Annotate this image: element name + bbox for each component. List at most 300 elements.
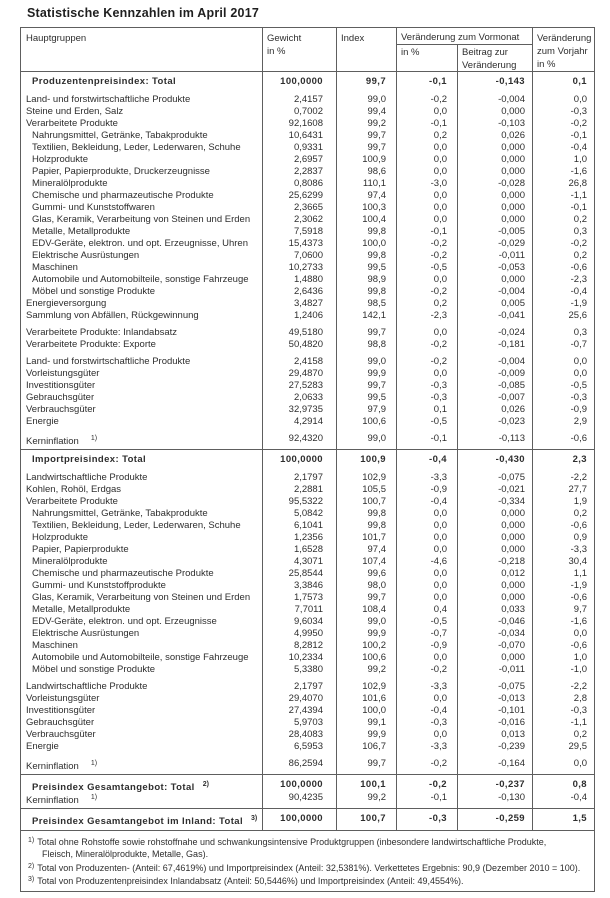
cell-vormonat-beitrag: -0,130: [498, 792, 525, 803]
cell-index: 100,4: [362, 214, 386, 225]
table-row: [21, 544, 594, 556]
cell-vorjahr: -0,4: [570, 792, 587, 803]
row-label: Landwirtschaftliche Produkte: [26, 472, 148, 483]
row-label: Kohlen, Rohöl, Erdgas: [26, 484, 122, 495]
cell-vormonat-beitrag: -0,143: [495, 76, 525, 87]
cell-vorjahr: 0,0: [573, 628, 587, 639]
table-section-preisindex-gesamtangebot: [21, 774, 594, 808]
row-label: Metalle, Metallprodukte: [32, 604, 131, 615]
cell-vorjahr: -0,2: [570, 238, 587, 249]
cell-vorjahr: 27,7: [568, 484, 587, 495]
cell-vormonat-beitrag: 0,000: [501, 142, 525, 153]
cell-index: 100,7: [360, 813, 386, 824]
cell-vormonat-pct: -0,2: [430, 758, 447, 769]
table-row: [21, 664, 594, 676]
cell-gewicht: 2,1797: [293, 472, 323, 483]
row-label: Elektrische Ausrüstungen: [32, 628, 140, 639]
cell-vorjahr: 0,8: [572, 779, 587, 790]
table-row: [21, 520, 594, 532]
table-row: [21, 298, 594, 310]
cell-vormonat-beitrag: 0,000: [501, 274, 525, 285]
cell-gewicht: 28,4083: [288, 729, 323, 740]
cell-vormonat-pct: -0,2: [430, 356, 447, 367]
cell-gewicht: 10,6431: [288, 130, 323, 141]
cell-vormonat-pct: -2,3: [430, 310, 447, 321]
cell-vormonat-pct: 0,0: [433, 520, 447, 531]
cell-index: 98,6: [367, 166, 386, 177]
cell-vormonat-pct: 0,0: [433, 274, 447, 285]
row-label: Landwirtschaftliche Produkte: [26, 681, 148, 692]
cell-vormonat-pct: -0,1: [430, 118, 447, 129]
cell-vormonat-beitrag: -0,113: [498, 433, 525, 444]
table-row: [21, 404, 594, 416]
cell-vormonat-beitrag: -0,430: [495, 454, 525, 465]
table-row: [21, 628, 594, 640]
cell-index: 101,7: [362, 532, 386, 543]
cell-vorjahr: 0,3: [573, 226, 587, 237]
cell-index: 99,7: [367, 327, 386, 338]
cell-vormonat-beitrag: -0,023: [498, 416, 525, 427]
cell-index: 97,9: [367, 404, 386, 415]
row-label: Gummi- und Kunststoffwaren: [32, 202, 155, 213]
cell-vorjahr: 0,2: [573, 729, 587, 740]
cell-vorjahr: -1,1: [570, 190, 587, 201]
cell-vormonat-pct: -0,9: [430, 640, 447, 651]
cell-index: 99,9: [367, 368, 386, 379]
cell-index: 105,5: [362, 484, 386, 495]
cell-index: 99,8: [367, 508, 386, 519]
cell-gewicht: 2,4158: [293, 356, 323, 367]
cell-index: 100,9: [362, 154, 386, 165]
cell-vorjahr: 1,5: [572, 813, 587, 824]
cell-vormonat-pct: 0,2: [433, 298, 447, 309]
table-row: [21, 580, 594, 592]
cell-vormonat-beitrag: -0,009: [498, 368, 525, 379]
column-divider: [457, 44, 458, 71]
cell-vorjahr: -0,6: [570, 592, 587, 603]
cell-vorjahr: -0,6: [570, 520, 587, 531]
row-label: Preisindex Gesamtangebot im Inland: Total $^{3)}$: [32, 815, 258, 827]
table-row: [21, 616, 594, 628]
cell-vormonat-beitrag: -0,085: [498, 380, 525, 391]
column-divider: [262, 72, 263, 830]
row-group: [21, 75, 594, 89]
cell-gewicht: 90,4235: [288, 792, 323, 803]
cell-index: 102,9: [362, 681, 386, 692]
table-row: [21, 496, 594, 508]
column-divider: [262, 28, 263, 71]
cell-index: 99,4: [367, 106, 386, 117]
row-label: Papier, Papierprodukte, Druckerzeugnisse: [32, 166, 210, 177]
cell-index: 99,6: [367, 568, 386, 579]
cell-gewicht: 5,3380: [293, 664, 323, 675]
cell-vormonat-pct: 0,0: [433, 729, 447, 740]
row-label: Holzprodukte: [32, 154, 88, 165]
cell-vormonat-beitrag: -0,075: [498, 681, 525, 692]
col-header-vorjahr-line3: in %: [537, 59, 556, 70]
cell-index: 102,9: [362, 472, 386, 483]
cell-vormonat-pct: -0,5: [430, 616, 447, 627]
footnote-marker: 1): [28, 837, 35, 844]
table-row: [21, 652, 594, 664]
footnote-marker: 2): [202, 781, 209, 788]
cell-vormonat-pct: 0,2: [433, 130, 447, 141]
cell-vormonat-pct: -3,3: [430, 472, 447, 483]
cell-vormonat-pct: -0,2: [430, 94, 447, 105]
cell-vormonat-pct: -0,3: [429, 813, 447, 824]
cell-gewicht: 1,2356: [293, 532, 323, 543]
row-label: Energie: [26, 416, 59, 427]
cell-vormonat-beitrag: -0,334: [498, 496, 525, 507]
table-row: [21, 592, 594, 604]
page-title: Statistische Kennzahlen im April 2017: [27, 6, 260, 20]
cell-index: 99,5: [367, 262, 386, 273]
cell-index: 100,6: [362, 652, 386, 663]
cell-gewicht: 6,5953: [293, 741, 323, 752]
cell-vorjahr: 0,0: [573, 356, 587, 367]
cell-index: 98,8: [367, 339, 386, 350]
row-label: Textilien, Bekleidung, Leder, Lederwaren, Schuhe: [32, 142, 241, 153]
row-label: Automobile und Automobilteile, sonstige Fahrzeuge: [32, 274, 249, 285]
cell-vorjahr: -0,6: [570, 640, 587, 651]
cell-vormonat-pct: 0,0: [433, 214, 447, 225]
cell-vormonat-pct: 0,1: [433, 404, 447, 415]
row-label: Metalle, Metallprodukte: [32, 226, 131, 237]
table-row: [21, 453, 594, 467]
cell-vormonat-pct: 0,0: [433, 568, 447, 579]
cell-vormonat-pct: -0,1: [430, 226, 447, 237]
row-label: Chemische und pharmazeutische Produkte: [32, 190, 214, 201]
table-row: [21, 812, 594, 826]
cell-index: 99,0: [367, 616, 386, 627]
cell-index: 99,2: [367, 792, 386, 803]
table-row: [21, 356, 594, 368]
table-row: [21, 472, 594, 484]
table-row: [21, 484, 594, 496]
cell-vormonat-pct: -0,1: [430, 433, 447, 444]
footnote-marker: 2): [28, 862, 35, 870]
cell-gewicht: 5,9703: [293, 717, 323, 728]
row-label: Glas, Keramik, Verarbeitung von Steinen und Erden: [32, 592, 251, 603]
cell-gewicht: 8,2812: [293, 640, 323, 651]
cell-vormonat-beitrag: -0,041: [498, 310, 525, 321]
cell-index: 99,0: [367, 94, 386, 105]
cell-vormonat-beitrag: 0,000: [501, 580, 525, 591]
table-footnotes: [21, 830, 594, 891]
row-label: Sammlung von Abfällen, Rückgewinnung: [26, 310, 199, 321]
cell-index: 99,7: [367, 592, 386, 603]
cell-vormonat-pct: -0,3: [430, 380, 447, 391]
cell-index: 99,9: [367, 628, 386, 639]
column-divider: [396, 72, 397, 830]
row-label: Importpreisindex: Total: [32, 454, 147, 465]
row-label: Vorleistungsgüter: [26, 693, 100, 704]
cell-vorjahr: -0,7: [570, 339, 587, 350]
cell-vormonat-pct: 0,0: [433, 202, 447, 213]
cell-vormonat-pct: 0,0: [433, 190, 447, 201]
cell-vormonat-pct: -0,4: [430, 705, 447, 716]
cell-vorjahr: 0,9: [573, 532, 587, 543]
cell-vorjahr: 0,0: [573, 758, 587, 769]
cell-vormonat-beitrag: -0,239: [498, 741, 525, 752]
cell-vormonat-pct: 0,0: [433, 652, 447, 663]
column-divider: [336, 72, 337, 830]
table-row: [21, 250, 594, 262]
cell-vormonat-beitrag: 0,000: [501, 190, 525, 201]
cell-vormonat-beitrag: 0,026: [501, 404, 525, 415]
cell-vormonat-beitrag: 0,000: [501, 652, 525, 663]
table-row: [21, 433, 594, 445]
table-row: [21, 75, 594, 89]
table-row: [21, 368, 594, 380]
cell-vormonat-beitrag: -0,259: [495, 813, 525, 824]
row-label: Kerninflation $^{1)}$: [26, 794, 98, 804]
row-label: Nahrungsmittel, Getränke, Tabakprodukte: [32, 130, 208, 141]
cell-gewicht: 92,4320: [288, 433, 323, 444]
row-label: Glas, Keramik, Verarbeitung von Steinen und Erden: [32, 214, 251, 225]
cell-vorjahr: 9,7: [573, 604, 587, 615]
cell-index: 100,0: [362, 238, 386, 249]
cell-vormonat-beitrag: -0,011: [498, 664, 525, 675]
row-label: Mineralölprodukte: [32, 178, 108, 189]
row-label: Investitionsgüter: [26, 705, 96, 716]
col-header-vorjahr: [537, 32, 591, 71]
cell-gewicht: 25,6299: [288, 190, 323, 201]
cell-vorjahr: 29,5: [568, 741, 587, 752]
row-label: EDV-Geräte, elektron. und opt. Erzeugnisse: [32, 616, 217, 627]
cell-gewicht: 2,3665: [293, 202, 323, 213]
cell-vormonat-beitrag: -0,004: [498, 356, 525, 367]
cell-index: 99,0: [367, 356, 386, 367]
cell-gewicht: 50,4820: [288, 339, 323, 350]
cell-gewicht: 3,3846: [293, 580, 323, 591]
footnote-line: Fleisch, Mineralölprodukte, Metalle, Gas).: [42, 849, 209, 860]
cell-vorjahr: 0,3: [573, 327, 587, 338]
cell-gewicht: 5,0842: [293, 508, 323, 519]
cell-vorjahr: -1,1: [570, 717, 587, 728]
row-label: Gummi- und Kunststoffprodukte: [32, 580, 166, 591]
table-row: [21, 729, 594, 741]
table-row: [21, 717, 594, 729]
table-row: [21, 190, 594, 202]
col-header-index: Index: [341, 33, 365, 44]
cell-index: 100,2: [362, 640, 386, 651]
table-row: [21, 106, 594, 118]
cell-vormonat-beitrag: -0,007: [498, 392, 525, 403]
row-group: [21, 433, 594, 445]
cell-vorjahr: 2,3: [572, 454, 587, 465]
cell-gewicht: 27,4394: [288, 705, 323, 716]
cell-vormonat-beitrag: -0,101: [498, 705, 525, 716]
cell-vorjahr: 2,8: [573, 693, 587, 704]
cell-index: 107,4: [362, 556, 386, 567]
table-row: [21, 339, 594, 351]
table-row: [21, 327, 594, 339]
row-group: [21, 356, 594, 428]
cell-vormonat-beitrag: -0,021: [498, 484, 525, 495]
table-row: [21, 274, 594, 286]
cell-vormonat-pct: -0,2: [430, 250, 447, 261]
cell-index: 99,7: [365, 76, 386, 87]
cell-gewicht: 4,2914: [293, 416, 323, 427]
cell-vorjahr: 1,9: [573, 496, 587, 507]
footnote-line: $^{1)}$ Total ohne Rohstoffe sowie rohstoffnahe und schwankungsintensive Produktgruppen (inbesondere landwirtschaftliche Produkte,: [28, 837, 547, 847]
cell-index: 100,6: [362, 416, 386, 427]
cell-index: 106,7: [362, 741, 386, 752]
row-label: Nahrungsmittel, Getränke, Tabakprodukte: [32, 508, 208, 519]
table-section-preisindex-gesamtangebot-inland: [21, 808, 594, 830]
cell-index: 99,5: [367, 392, 386, 403]
cell-index: 110,1: [362, 178, 386, 189]
cell-vormonat-beitrag: -0,034: [498, 628, 525, 639]
table-row: [21, 681, 594, 693]
cell-vormonat-beitrag: 0,000: [501, 520, 525, 531]
cell-vormonat-pct: 0,0: [433, 580, 447, 591]
table-row: [21, 778, 594, 792]
table-row: [21, 286, 594, 298]
table-row: [21, 568, 594, 580]
cell-index: 99,8: [367, 226, 386, 237]
cell-vorjahr: 0,0: [573, 94, 587, 105]
row-label: Mineralölprodukte: [32, 556, 108, 567]
cell-vormonat-beitrag: 0,000: [501, 592, 525, 603]
cell-gewicht: 100,0000: [280, 454, 323, 465]
cell-vorjahr: -0,9: [570, 404, 587, 415]
cell-vorjahr: 0,1: [572, 76, 587, 87]
cell-vorjahr: 2,9: [573, 416, 587, 427]
cell-vorjahr: -1,9: [570, 580, 587, 591]
col-header-gewicht-line1: Gewicht: [267, 33, 302, 44]
cell-index: 99,1: [367, 717, 386, 728]
col-header-vormonat-beitrag: [462, 46, 516, 72]
cell-vormonat-pct: -0,2: [429, 779, 447, 790]
cell-vormonat-pct: -0,7: [430, 628, 447, 639]
cell-gewicht: 1,7573: [293, 592, 323, 603]
row-label: Automobile und Automobilteile, sonstige Fahrzeuge: [32, 652, 249, 663]
cell-vormonat-pct: 0,0: [433, 142, 447, 153]
cell-vormonat-pct: 0,0: [433, 592, 447, 603]
cell-vormonat-beitrag: 0,026: [501, 130, 525, 141]
cell-vormonat-pct: -0,5: [430, 416, 447, 427]
table-body: [21, 72, 594, 830]
cell-vorjahr: -0,1: [570, 130, 587, 141]
table-row: [21, 532, 594, 544]
cell-vormonat-pct: 0,0: [433, 693, 447, 704]
col-header-beitrag-line2: Veränderung: [462, 60, 517, 71]
column-divider: [396, 28, 397, 71]
cell-gewicht: 1,4880: [293, 274, 323, 285]
cell-vorjahr: -2,2: [570, 472, 587, 483]
footnote-line: $^{2)}$ Total von Produzenten- (Anteil: 67,4619%) und Importpreisindex (Anteil: 32,5381%). Verkettetes Ergebnis: 90,9 (Dezember 2010 = 100).: [28, 862, 581, 873]
cell-gewicht: 0,9331: [293, 142, 323, 153]
cell-vorjahr: -0,3: [570, 392, 587, 403]
cell-vormonat-beitrag: -0,218: [498, 556, 525, 567]
cell-gewicht: 100,0000: [280, 813, 323, 824]
cell-vormonat-pct: 0,0: [433, 327, 447, 338]
cell-vorjahr: 0,0: [573, 368, 587, 379]
cell-vorjahr: -0,6: [570, 433, 587, 444]
cell-vormonat-beitrag: -0,070: [498, 640, 525, 651]
cell-vormonat-beitrag: 0,005: [501, 298, 525, 309]
cell-vorjahr: 0,2: [573, 508, 587, 519]
cell-vormonat-beitrag: -0,004: [498, 286, 525, 297]
cell-gewicht: 2,2881: [293, 484, 323, 495]
table-row: [21, 380, 594, 392]
cell-vormonat-pct: -3,0: [430, 178, 447, 189]
cell-vormonat-beitrag: -0,075: [498, 472, 525, 483]
row-label: Land- und forstwirtschaftliche Produkte: [26, 356, 191, 367]
cell-vormonat-beitrag: -0,016: [498, 717, 525, 728]
cell-index: 100,7: [362, 496, 386, 507]
cell-index: 99,0: [367, 433, 386, 444]
cell-index: 99,9: [367, 729, 386, 740]
cell-vormonat-beitrag: 0,013: [501, 729, 525, 740]
row-label: Energieversorgung: [26, 298, 107, 309]
cell-index: 99,7: [367, 758, 386, 769]
cell-vormonat-pct: -0,4: [429, 454, 447, 465]
cell-gewicht: 2,1797: [293, 681, 323, 692]
cell-vormonat-pct: 0,0: [433, 166, 447, 177]
cell-gewicht: 2,6436: [293, 286, 323, 297]
row-group: [21, 94, 594, 322]
cell-vormonat-beitrag: 0,033: [501, 604, 525, 615]
row-label: Holzprodukte: [32, 532, 88, 543]
cell-gewicht: 92,1608: [288, 118, 323, 129]
cell-vormonat-pct: 0,0: [433, 544, 447, 555]
table-row: [21, 310, 594, 322]
table-row: [21, 202, 594, 214]
cell-index: 99,7: [367, 130, 386, 141]
row-group: [21, 453, 594, 467]
table-row: [21, 214, 594, 226]
cell-vormonat-beitrag: -0,237: [495, 779, 525, 790]
cell-vormonat-pct: -0,2: [430, 339, 447, 350]
cell-vorjahr: -1,0: [570, 664, 587, 675]
cell-gewicht: 4,9950: [293, 628, 323, 639]
cell-vormonat-pct: -0,5: [430, 262, 447, 273]
cell-vorjahr: -0,3: [570, 705, 587, 716]
table-row: [21, 130, 594, 142]
cell-index: 99,8: [367, 286, 386, 297]
cell-vormonat-beitrag: -0,164: [498, 758, 525, 769]
table-row: [21, 416, 594, 428]
cell-vormonat-beitrag: -0,046: [498, 616, 525, 627]
row-group: [21, 758, 594, 770]
cell-gewicht: 1,2406: [293, 310, 323, 321]
row-label: Papier, Papierprodukte: [32, 544, 129, 555]
cell-vormonat-pct: -0,1: [430, 792, 447, 803]
table-row: [21, 262, 594, 274]
row-group: [21, 327, 594, 351]
cell-index: 99,7: [367, 142, 386, 153]
row-label: Elektrische Ausrüstungen: [32, 250, 140, 261]
row-label: Chemische und pharmazeutische Produkte: [32, 568, 214, 579]
column-divider: [457, 72, 458, 830]
cell-index: 108,4: [362, 604, 386, 615]
cell-gewicht: 49,5180: [288, 327, 323, 338]
table-row: [21, 226, 594, 238]
row-label: Verarbeitete Produkte: [26, 496, 118, 507]
cell-vorjahr: 1,0: [573, 652, 587, 663]
cell-vorjahr: -2,2: [570, 681, 587, 692]
table-row: [21, 741, 594, 753]
col-header-vormonat-group: Veränderung zum Vormonat: [401, 32, 520, 43]
row-label: Energie: [26, 741, 59, 752]
col-header-gewicht-line2: in %: [267, 46, 286, 57]
table-row: [21, 142, 594, 154]
cell-gewicht: 3,4827: [293, 298, 323, 309]
cell-vormonat-beitrag: 0,000: [501, 508, 525, 519]
